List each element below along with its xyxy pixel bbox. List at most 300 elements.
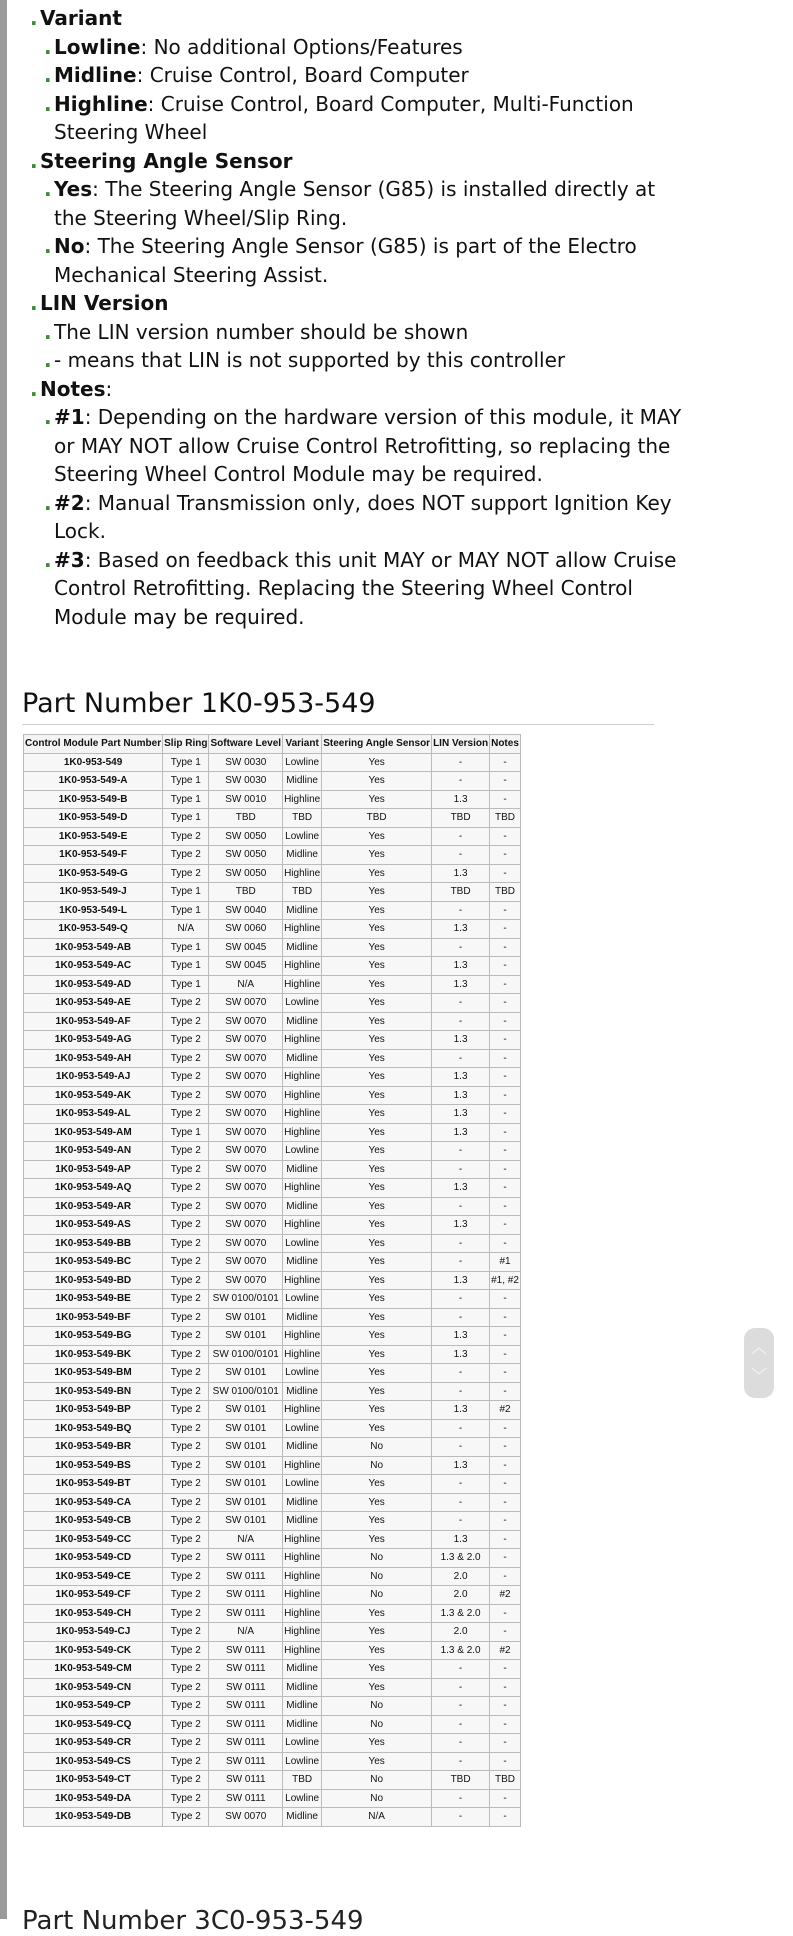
table-cell: Type 1 <box>163 1123 209 1142</box>
table-cell: TBD <box>432 1771 490 1790</box>
legend-item <box>30 346 690 375</box>
table-cell: TBD <box>209 883 283 902</box>
table-cell: Type 2 <box>163 1327 209 1346</box>
table-cell: 1.3 <box>432 1271 490 1290</box>
table-cell: SW 0101 <box>209 1493 283 1512</box>
table-cell: Lowline <box>283 1364 322 1383</box>
table-row <box>24 1068 521 1087</box>
table-cell: 1K0-953-549-CR <box>24 1734 163 1753</box>
table-cell: Type 2 <box>163 1438 209 1457</box>
table-cell: SW 0050 <box>209 827 283 846</box>
table-cell: - <box>490 1049 521 1068</box>
table-cell: TBD <box>490 809 521 828</box>
table-cell: - <box>490 975 521 994</box>
table-cell: SW 0070 <box>209 1808 283 1827</box>
table-cell: Type 2 <box>163 1697 209 1716</box>
table-cell: No <box>322 1697 432 1716</box>
bullet-icon: . <box>30 6 38 30</box>
table-cell: - <box>490 1068 521 1087</box>
bullet-icon: . <box>44 91 52 116</box>
legend-text: : Depending on the hardware version of this module, it MAY or MAY NOT allow Cruise Control Retrofitting, so replacing the Steering Wheel Control Module may be required. <box>54 405 682 486</box>
table-cell: Type 2 <box>163 1604 209 1623</box>
table-cell: Highline <box>283 1031 322 1050</box>
table-row <box>24 901 521 920</box>
table-cell: 1K0-953-549-BD <box>24 1271 163 1290</box>
legend-term: #3 <box>54 547 85 572</box>
table-cell: SW 0070 <box>209 1234 283 1253</box>
table-cell: SW 0070 <box>209 1123 283 1142</box>
table-cell: Lowline <box>283 827 322 846</box>
column-header: Control Module Part Number <box>24 735 163 754</box>
table-cell: 1K0-953-549-CT <box>24 1771 163 1790</box>
table-cell: 1K0-953-549-DB <box>24 1808 163 1827</box>
table-cell: SW 0070 <box>209 1012 283 1031</box>
table-cell: Highline <box>283 864 322 883</box>
legend-item <box>30 90 690 147</box>
table-cell: Lowline <box>283 1419 322 1438</box>
table-cell: - <box>490 1567 521 1586</box>
table-cell: 1K0-953-549-CD <box>24 1549 163 1568</box>
table-row <box>24 1271 521 1290</box>
table-cell: Yes <box>322 1049 432 1068</box>
table-cell: SW 0070 <box>209 1216 283 1235</box>
table-cell: Lowline <box>283 1290 322 1309</box>
table-cell: Type 2 <box>163 1586 209 1605</box>
table-cell: - <box>490 1697 521 1716</box>
table-cell: - <box>432 994 490 1013</box>
column-header: Software Level <box>209 735 283 754</box>
table-cell: Type 2 <box>163 1142 209 1161</box>
table-cell: SW 0070 <box>209 1142 283 1161</box>
table-cell: Yes <box>322 1123 432 1142</box>
table-cell: Midline <box>283 1382 322 1401</box>
table-row <box>24 1586 521 1605</box>
table-cell: Highline <box>283 790 322 809</box>
table-cell: 1K0-953-549-AD <box>24 975 163 994</box>
table-row <box>24 1493 521 1512</box>
legend-term: Highline <box>54 91 148 116</box>
table-cell: Yes <box>322 827 432 846</box>
table-cell: Yes <box>322 1419 432 1438</box>
table-cell: 1.3 <box>432 1105 490 1124</box>
table-row <box>24 1049 521 1068</box>
table-cell: - <box>490 753 521 772</box>
table-cell: - <box>490 1012 521 1031</box>
table-cell: 1.3 <box>432 1179 490 1198</box>
legend-item <box>30 318 690 347</box>
bullet-icon: . <box>30 376 38 401</box>
table-cell: Yes <box>322 864 432 883</box>
table-cell: Midline <box>283 1012 322 1031</box>
table-cell: TBD <box>432 883 490 902</box>
table-cell: 1K0-953-549-BR <box>24 1438 163 1457</box>
table-cell: Yes <box>322 1382 432 1401</box>
table-cell: - <box>432 901 490 920</box>
table-cell: SW 0070 <box>209 1049 283 1068</box>
table-cell: 1K0-953-549-E <box>24 827 163 846</box>
table-cell: Type 1 <box>163 975 209 994</box>
table-cell: SW 0070 <box>209 1086 283 1105</box>
table-row <box>24 1641 521 1660</box>
table-cell: SW 0070 <box>209 1271 283 1290</box>
table-cell: - <box>490 1142 521 1161</box>
table-cell: 1.3 <box>432 1401 490 1420</box>
table-cell: - <box>490 920 521 939</box>
table-cell: 2.0 <box>432 1623 490 1642</box>
table-cell: 1K0-953-549-A <box>24 772 163 791</box>
table-cell: Midline <box>283 1049 322 1068</box>
table-cell: - <box>490 957 521 976</box>
table-cell: Highline <box>283 1641 322 1660</box>
table-cell: Highline <box>283 1327 322 1346</box>
table-cell: Yes <box>322 1641 432 1660</box>
table-cell: No <box>322 1789 432 1808</box>
table-cell: Yes <box>322 1364 432 1383</box>
table-row <box>24 1567 521 1586</box>
table-row <box>24 1327 521 1346</box>
table-cell: - <box>432 846 490 865</box>
table-cell: Type 2 <box>163 1234 209 1253</box>
table-cell: SW 0070 <box>209 1179 283 1198</box>
legend-term: Variant <box>40 6 122 30</box>
legend-text: : Cruise Control, Board Computer <box>136 63 469 87</box>
table-cell: No <box>322 1438 432 1457</box>
table-cell: 1K0-953-549-AN <box>24 1142 163 1161</box>
table-cell: - <box>490 846 521 865</box>
table-cell: No <box>322 1549 432 1568</box>
table-cell: - <box>490 1438 521 1457</box>
table-cell: Type 2 <box>163 1345 209 1364</box>
table-cell: - <box>490 1419 521 1438</box>
table-cell: - <box>432 1475 490 1494</box>
table-cell: 1K0-953-549-AM <box>24 1123 163 1142</box>
table-cell: - <box>490 1327 521 1346</box>
table-cell: SW 0111 <box>209 1660 283 1679</box>
table-cell: Type 1 <box>163 901 209 920</box>
table-cell: 1K0-953-549-AQ <box>24 1179 163 1198</box>
table-cell: - <box>432 1308 490 1327</box>
table-cell: Yes <box>322 1308 432 1327</box>
table-row <box>24 1512 521 1531</box>
table-cell: - <box>490 938 521 957</box>
table-cell: No <box>322 1771 432 1790</box>
table-cell: Midline <box>283 901 322 920</box>
table-cell: Lowline <box>283 1752 322 1771</box>
table-row <box>24 1549 521 1568</box>
table-cell: No <box>322 1715 432 1734</box>
table-cell: - <box>490 790 521 809</box>
scroll-control[interactable] <box>744 1328 774 1398</box>
bullet-icon: . <box>44 319 52 344</box>
legend-text: The LIN version number should be shown <box>54 319 469 344</box>
table-cell: Yes <box>322 1475 432 1494</box>
table-cell: - <box>490 1789 521 1808</box>
table-cell: SW 0111 <box>209 1752 283 1771</box>
legend-text: : No additional Options/Features <box>140 34 463 59</box>
table-cell: 1K0-953-549-BT <box>24 1475 163 1494</box>
table-cell: Yes <box>322 1216 432 1235</box>
table-cell: - <box>432 1382 490 1401</box>
legend-text: : Manual Transmission only, does NOT support Ignition Key Lock. <box>54 490 672 543</box>
table-cell: N/A <box>209 975 283 994</box>
table-cell: 1K0-953-549-AR <box>24 1197 163 1216</box>
table-cell: 1K0-953-549-AG <box>24 1031 163 1050</box>
table-cell: 1K0-953-549-DA <box>24 1789 163 1808</box>
table-cell: SW 0111 <box>209 1771 283 1790</box>
chevron-down-icon[interactable]: ﹀ <box>750 1366 767 1385</box>
table-cell: Type 2 <box>163 1512 209 1531</box>
table-cell: Yes <box>322 920 432 939</box>
table-cell: SW 0070 <box>209 1031 283 1050</box>
table-cell: Yes <box>322 1327 432 1346</box>
table-cell: Type 2 <box>163 1456 209 1475</box>
table-cell: - <box>432 1142 490 1161</box>
table-cell: - <box>490 1345 521 1364</box>
table-cell: Midline <box>283 772 322 791</box>
table-cell: Highline <box>283 1549 322 1568</box>
table-cell: Midline <box>283 1697 322 1716</box>
table-cell: Highline <box>283 1271 322 1290</box>
table-cell: Yes <box>322 1271 432 1290</box>
table-cell: Midline <box>283 1660 322 1679</box>
table-cell: - <box>432 753 490 772</box>
table-cell: Type 1 <box>163 809 209 828</box>
table-cell: Type 2 <box>163 1419 209 1438</box>
table-cell: - <box>432 1234 490 1253</box>
table-cell: 1.3 <box>432 1031 490 1050</box>
table-cell: Type 2 <box>163 1160 209 1179</box>
table-cell: Yes <box>322 1160 432 1179</box>
table-cell: Lowline <box>283 1734 322 1753</box>
table-cell: 1.3 <box>432 1345 490 1364</box>
bullet-icon: . <box>44 547 52 572</box>
table-cell: 1K0-953-549-CF <box>24 1586 163 1605</box>
table-cell: Yes <box>322 1086 432 1105</box>
bullet-icon: . <box>44 405 52 429</box>
table-cell: 1K0-953-549-CE <box>24 1567 163 1586</box>
legend-term: Steering Angle Sensor <box>40 148 293 173</box>
table-cell: 1K0-953-549-L <box>24 901 163 920</box>
left-border <box>0 0 7 1919</box>
table-row <box>24 883 521 902</box>
parts-table <box>23 734 521 1827</box>
bullet-icon: . <box>44 234 52 258</box>
bullet-icon: . <box>44 63 52 87</box>
table-cell: Type 2 <box>163 1086 209 1105</box>
table-cell: Midline <box>283 1438 322 1457</box>
legend-item <box>30 289 690 318</box>
table-cell: SW 0101 <box>209 1364 283 1383</box>
table-cell: - <box>432 1253 490 1272</box>
bullet-icon: . <box>30 148 38 173</box>
table-cell: SW 0111 <box>209 1549 283 1568</box>
table-row <box>24 1234 521 1253</box>
table-cell: - <box>490 1197 521 1216</box>
table-cell: Type 2 <box>163 1678 209 1697</box>
table-cell: Yes <box>322 1142 432 1161</box>
table-cell: Type 2 <box>163 1549 209 1568</box>
bullet-icon: . <box>44 177 52 201</box>
table-cell: - <box>490 1160 521 1179</box>
table-cell: 1K0-953-549-AK <box>24 1086 163 1105</box>
table-cell: 1K0-953-549-F <box>24 846 163 865</box>
table-cell: Type 1 <box>163 772 209 791</box>
table-cell: No <box>322 1456 432 1475</box>
table-row <box>24 1715 521 1734</box>
table-cell: SW 0111 <box>209 1715 283 1734</box>
table-cell: Midline <box>283 1197 322 1216</box>
table-cell: Yes <box>322 1012 432 1031</box>
table-cell: Yes <box>322 1068 432 1087</box>
table-cell: 1K0-953-549-D <box>24 809 163 828</box>
table-cell: Yes <box>322 1678 432 1697</box>
table-row <box>24 938 521 957</box>
table-cell: Yes <box>322 1493 432 1512</box>
table-cell: - <box>490 1715 521 1734</box>
table-cell: #2 <box>490 1586 521 1605</box>
table-cell: Yes <box>322 790 432 809</box>
table-row <box>24 1401 521 1420</box>
legend-item <box>30 489 690 546</box>
table-cell: Type 2 <box>163 1049 209 1068</box>
table-cell: 1K0-953-549-AL <box>24 1105 163 1124</box>
table-cell: Lowline <box>283 1475 322 1494</box>
bullet-icon: . <box>44 490 52 515</box>
table-cell: SW 0030 <box>209 753 283 772</box>
table-cell: TBD <box>209 809 283 828</box>
table-cell: N/A <box>209 1623 283 1642</box>
table-cell: SW 0045 <box>209 938 283 957</box>
table-cell: TBD <box>283 1771 322 1790</box>
table-cell: - <box>432 1160 490 1179</box>
table-cell: SW 0060 <box>209 920 283 939</box>
table-row <box>24 1086 521 1105</box>
legend-item <box>30 175 690 232</box>
table-cell: Yes <box>322 1530 432 1549</box>
table-cell: Yes <box>322 1604 432 1623</box>
table-cell: Highline <box>283 1105 322 1124</box>
table-cell: SW 0040 <box>209 901 283 920</box>
table-cell: SW 0101 <box>209 1456 283 1475</box>
table-cell: Type 2 <box>163 1253 209 1272</box>
table-cell: 1K0-953-549-CC <box>24 1530 163 1549</box>
table-cell: Midline <box>283 1160 322 1179</box>
table-cell: - <box>432 1660 490 1679</box>
legend-item <box>30 375 690 404</box>
table-row <box>24 1364 521 1383</box>
table-cell: Type 2 <box>163 1401 209 1420</box>
table-cell: TBD <box>432 809 490 828</box>
table-row <box>24 753 521 772</box>
table-cell: Type 2 <box>163 1308 209 1327</box>
legend-item <box>30 61 690 90</box>
next-section-title: Part Number 3C0-953-549 <box>22 1906 364 1936</box>
table-cell: Type 2 <box>163 1105 209 1124</box>
table-row <box>24 827 521 846</box>
legend-item <box>30 232 690 289</box>
table-cell: Lowline <box>283 1142 322 1161</box>
table-cell: Midline <box>283 1493 322 1512</box>
table-cell: Type 2 <box>163 1012 209 1031</box>
legend-text: : Cruise Control, Board Computer, Multi-Function Steering Wheel <box>54 91 634 144</box>
table-cell: TBD <box>283 809 322 828</box>
table-cell: - <box>490 1660 521 1679</box>
table-cell: 2.0 <box>432 1586 490 1605</box>
table-cell: - <box>490 1031 521 1050</box>
legend-term: Midline <box>54 63 137 87</box>
table-cell: SW 0111 <box>209 1678 283 1697</box>
table-cell: Highline <box>283 957 322 976</box>
table-cell: - <box>432 1438 490 1457</box>
table-cell: - <box>432 1715 490 1734</box>
table-cell: 1K0-953-549-AC <box>24 957 163 976</box>
section-header <box>22 686 654 725</box>
legend-text: : <box>105 376 113 401</box>
table-cell: 1.3 <box>432 920 490 939</box>
table-cell: 1.3 <box>432 1123 490 1142</box>
table-row <box>24 809 521 828</box>
table-cell: Type 1 <box>163 938 209 957</box>
table-cell: Highline <box>283 1456 322 1475</box>
table-cell: SW 0111 <box>209 1586 283 1605</box>
table-cell: Type 2 <box>163 1475 209 1494</box>
table-row <box>24 1105 521 1124</box>
table-row <box>24 1697 521 1716</box>
table-row <box>24 1382 521 1401</box>
legend-text: : The Steering Angle Sensor (G85) is installed directly at the Steering Wheel/Slip Ring. <box>54 177 656 230</box>
table-cell: - <box>432 1697 490 1716</box>
table-row <box>24 1179 521 1198</box>
table-cell: - <box>490 1623 521 1642</box>
table-cell: 1K0-953-549-BE <box>24 1290 163 1309</box>
table-cell: Type 2 <box>163 1660 209 1679</box>
legend-text: : Based on feedback this unit MAY or MAY NOT allow Cruise Control Retrofitting. Replacing the Steering Wheel Control Module may be required. <box>54 547 677 629</box>
table-cell: Type 2 <box>163 846 209 865</box>
table-cell: 1K0-953-549-AH <box>24 1049 163 1068</box>
table-row <box>24 1216 521 1235</box>
table-cell: 1K0-953-549-Q <box>24 920 163 939</box>
legend-item <box>30 4 690 33</box>
table-cell: 1K0-953-549-AS <box>24 1216 163 1235</box>
table-row <box>24 1123 521 1142</box>
column-header: Slip Ring <box>163 735 209 754</box>
table-cell: SW 0101 <box>209 1419 283 1438</box>
table-row <box>24 1734 521 1753</box>
table-row <box>24 1456 521 1475</box>
table-cell: Type 1 <box>163 883 209 902</box>
table-cell: - <box>490 1105 521 1124</box>
table-cell: 1K0-953-549-G <box>24 864 163 883</box>
table-cell: No <box>322 1567 432 1586</box>
table-cell: 1K0-953-549-CQ <box>24 1715 163 1734</box>
table-cell: Highline <box>283 1604 322 1623</box>
table-row <box>24 1660 521 1679</box>
table-cell: - <box>490 994 521 1013</box>
table-cell: - <box>490 1290 521 1309</box>
table-cell: 1K0-953-549-AB <box>24 938 163 957</box>
table-row <box>24 790 521 809</box>
table-cell: 1K0-953-549-AE <box>24 994 163 1013</box>
table-cell: Yes <box>322 1179 432 1198</box>
table-header-row <box>24 735 521 754</box>
table-cell: Type 2 <box>163 1715 209 1734</box>
table-cell: 1.3 <box>432 864 490 883</box>
table-row <box>24 975 521 994</box>
table-cell: - <box>432 1678 490 1697</box>
table-cell: Yes <box>322 753 432 772</box>
chevron-up-icon[interactable]: ︿ <box>750 1338 767 1357</box>
table-cell: Yes <box>322 1623 432 1642</box>
